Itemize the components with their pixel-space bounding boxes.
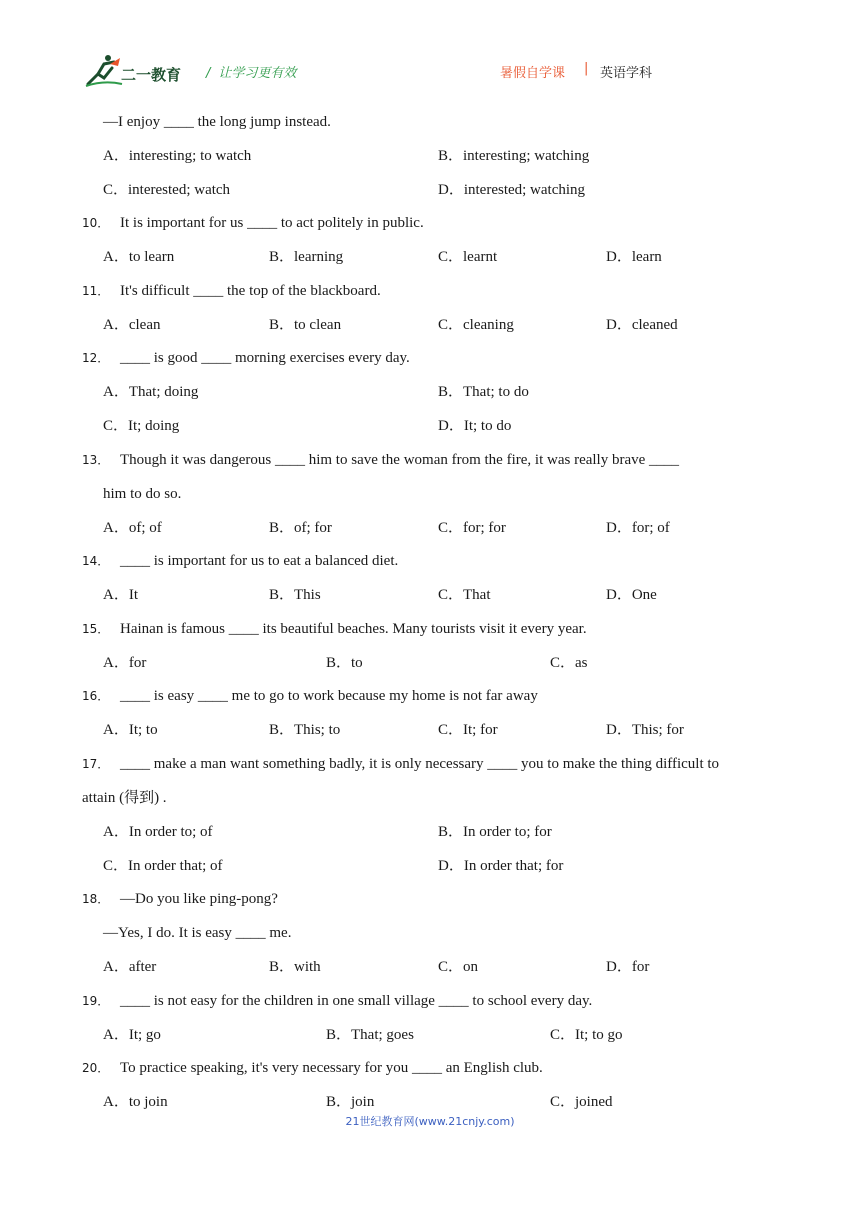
question-stem-continued: him to do so. (103, 486, 182, 502)
option-d: D．One (606, 587, 657, 603)
option-b: B．to clean (269, 317, 342, 333)
option-b: B．interesting; watching (438, 148, 590, 164)
option-c: C．In order that; of (103, 858, 223, 874)
option-b: B．to (326, 655, 363, 671)
header-separator: | (584, 61, 589, 76)
option-d: D．for (606, 959, 650, 975)
option-c: C．as (550, 655, 588, 671)
logo (84, 54, 190, 90)
option-d: D．In order that; for (438, 858, 564, 874)
question-stem (82, 213, 424, 233)
option-a: A．of; of (103, 520, 162, 536)
question-stem (82, 348, 410, 368)
question-text: ____ is easy ____ me to go to work because my home is not far away (120, 688, 538, 704)
option-a: A．It; to (103, 722, 158, 738)
question-number: 11． (82, 284, 110, 298)
question-number: 18． (82, 892, 110, 906)
question-stem (82, 889, 278, 909)
option-b: B．That; to do (438, 384, 529, 400)
question-text: —Do you like ping-pong? (120, 891, 278, 907)
logo-text: 二一教育 (121, 66, 182, 84)
slogan-slash: / (206, 66, 211, 81)
question-stem (82, 1058, 543, 1078)
slogan (206, 62, 296, 81)
course-label: 暑假自学课 (500, 66, 566, 81)
question-text: It's difficult ____ the top of the blackboard. (120, 283, 381, 299)
question-number: 17． (82, 757, 110, 771)
option-c: C．It; doing (103, 418, 180, 434)
question-text: To practice speaking, it's very necessary for you ____ an English club. (120, 1060, 543, 1076)
question-stem (82, 991, 592, 1011)
runner-logo-icon (84, 54, 124, 88)
option-d: D．interested; watching (438, 182, 586, 198)
question-text: ____ make a man want something badly, it is only necessary ____ you to make the thing difficult to (120, 756, 720, 772)
question-number: 12． (82, 351, 110, 365)
option-a: A．interesting; to watch (103, 148, 252, 164)
option-b: B．This; to (269, 722, 341, 738)
question-stem (82, 619, 587, 639)
question-stem: —I enjoy ____ the long jump instead. (103, 114, 331, 130)
question-text: Though it was dangerous ____ him to save the woman from the fire, it was really brave ____ (120, 452, 680, 468)
question-text: Hainan is famous ____ its beautiful beaches. Many tourists visit it every year. (120, 621, 587, 637)
question-text: It is important for us ____ to act politely in public. (120, 215, 424, 231)
option-d: D．It; to do (438, 418, 512, 434)
question-stem (82, 551, 398, 571)
option-b: B．with (269, 959, 321, 975)
option-b: B．That; goes (326, 1027, 414, 1043)
option-a: A．In order to; of (103, 824, 213, 840)
option-a: A．It (103, 587, 138, 603)
option-b: B．This (269, 587, 321, 603)
option-d: D．for; of (606, 520, 670, 536)
page-header (0, 0, 860, 100)
option-a: A．That; doing (103, 384, 199, 400)
option-a: A．for (103, 655, 147, 671)
option-b: B．of; for (269, 520, 332, 536)
option-c: C．for; for (438, 520, 506, 536)
option-c: C．learnt (438, 249, 498, 265)
option-c: C．It; to go (550, 1027, 623, 1043)
page-footer: 21世纪教育网(www.21cnjy.com) (345, 1115, 515, 1128)
option-a: A．to join (103, 1094, 168, 1110)
question-text: ____ is not easy for the children in one small village ____ to school every day. (120, 993, 593, 1009)
option-d: D．cleaned (606, 317, 678, 333)
question-stem (82, 686, 538, 706)
option-c: C．That (438, 587, 491, 603)
option-d: D．learn (606, 249, 662, 265)
option-a: A．after (103, 959, 157, 975)
option-d: D．This; for (606, 722, 684, 738)
option-b: B．learning (269, 249, 344, 265)
option-a: A．to learn (103, 249, 175, 265)
question-stem-continued: attain (得到) . (82, 790, 167, 806)
question-number: 16． (82, 689, 110, 703)
option-c: C．on (438, 959, 479, 975)
option-c: C．It; for (438, 722, 498, 738)
question-number: 19． (82, 994, 110, 1008)
option-b: B．In order to; for (438, 824, 552, 840)
question-text: ____ is important for us to eat a balanced diet. (120, 553, 399, 569)
question-number: 20． (82, 1061, 110, 1075)
subject-label: 英语学科 (600, 66, 653, 81)
question-number: 13． (82, 453, 110, 467)
option-a: A．It; go (103, 1027, 161, 1043)
option-c: C．joined (550, 1094, 613, 1110)
question-stem (82, 281, 381, 301)
question-text: ____ is good ____ morning exercises every day. (120, 350, 410, 366)
slogan-text: 让学习更有效 (218, 66, 297, 81)
question-number: 14． (82, 554, 110, 568)
question-stem-continued: —Yes, I do. It is easy ____ me. (103, 925, 292, 941)
option-c: C．interested; watch (103, 182, 231, 198)
option-c: C．cleaning (438, 317, 514, 333)
question-number: 15． (82, 622, 110, 636)
question-number: 10． (82, 216, 110, 230)
option-a: A．clean (103, 317, 161, 333)
option-b: B．join (326, 1094, 375, 1110)
question-stem (82, 450, 679, 470)
question-stem (82, 754, 719, 774)
